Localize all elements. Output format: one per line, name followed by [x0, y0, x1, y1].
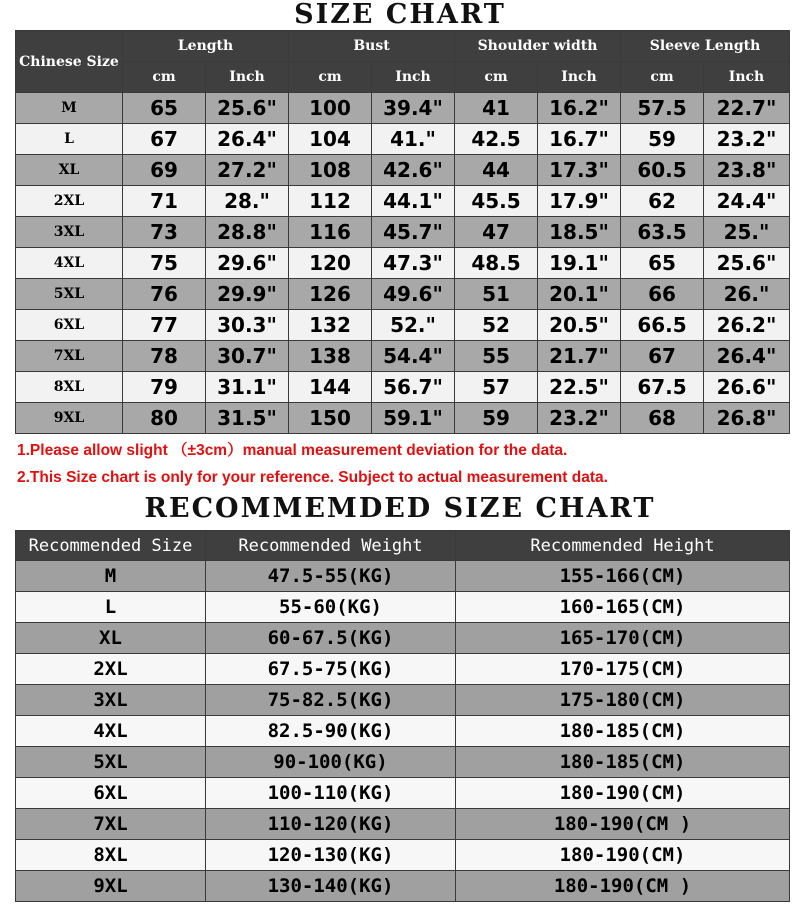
recommended-height-cell: 170-175(CM) — [456, 654, 790, 685]
recommended-size-cell: 9XL — [16, 871, 206, 902]
measurement-cell: 29.9" — [206, 279, 289, 310]
measurement-cell: 112 — [289, 186, 372, 217]
recommended-weight-cell: 100-110(KG) — [206, 778, 456, 809]
measurement-cell: 42.6" — [372, 155, 455, 186]
sleeve-length-header: Sleeve Length — [621, 31, 790, 62]
measurement-cell: 25.6" — [206, 93, 289, 124]
measurement-cell: 28.8" — [206, 217, 289, 248]
measurement-cell: 23.2" — [538, 403, 621, 434]
measurement-cell: 71 — [123, 186, 206, 217]
unit-header: cm — [123, 62, 206, 93]
measurement-cell: 116 — [289, 217, 372, 248]
measurement-cell: 26.8" — [704, 403, 790, 434]
measurement-cell: 47 — [455, 217, 538, 248]
recommended-weight-cell: 60-67.5(KG) — [206, 623, 456, 654]
measurement-cell: 48.5 — [455, 248, 538, 279]
size-label-cell: L — [16, 124, 123, 155]
recommended-weight-cell: 90-100(KG) — [206, 747, 456, 778]
measurement-cell: 25." — [704, 217, 790, 248]
recommended-weight-cell: 120-130(KG) — [206, 840, 456, 871]
measurement-cell: 25.6" — [704, 248, 790, 279]
measurement-cell: 42.5 — [455, 124, 538, 155]
recommended-row — [16, 623, 790, 654]
recommended-weight-cell: 67.5-75(KG) — [206, 654, 456, 685]
recommended-height-cell: 180-190(CM) — [456, 778, 790, 809]
measurement-cell: 45.5 — [455, 186, 538, 217]
unit-header: cm — [289, 62, 372, 93]
recommended-weight-cell: 130-140(KG) — [206, 871, 456, 902]
bust-header: Bust — [289, 31, 455, 62]
size-row — [16, 403, 790, 434]
recommended-height-cell: 180-190(CM ) — [456, 809, 790, 840]
size-row — [16, 310, 790, 341]
measurement-cell: 63.5 — [621, 217, 704, 248]
measurement-cell: 55 — [455, 341, 538, 372]
recommended-height-cell: 175-180(CM) — [456, 685, 790, 716]
measurement-cell: 30.3" — [206, 310, 289, 341]
measurement-cell: 144 — [289, 372, 372, 403]
measurement-cell: 138 — [289, 341, 372, 372]
measurement-cell: 17.3" — [538, 155, 621, 186]
measurement-cell: 26.4" — [704, 341, 790, 372]
measurement-cell: 59.1" — [372, 403, 455, 434]
measurement-cell: 19.1" — [538, 248, 621, 279]
measurement-cell: 75 — [123, 248, 206, 279]
measurement-cell: 26.2" — [704, 310, 790, 341]
recommended-row — [16, 809, 790, 840]
size-chart-title: SIZE CHART — [294, 0, 506, 30]
note-reference-only: 2.This Size chart is only for your reference. Subject to actual measurement data. — [17, 469, 608, 486]
recommended-height-cell: 160-165(CM) — [456, 592, 790, 623]
measurement-cell: 132 — [289, 310, 372, 341]
measurement-cell: 45.7" — [372, 217, 455, 248]
measurement-cell: 59 — [621, 124, 704, 155]
measurement-cell: 24.4" — [704, 186, 790, 217]
unit-header: Inch — [704, 62, 790, 93]
recommended-height-cell: 180-190(CM) — [456, 840, 790, 871]
recommended-row — [16, 778, 790, 809]
size-label-cell: 8XL — [16, 372, 123, 403]
unit-header: Inch — [538, 62, 621, 93]
size-label-cell: M — [16, 93, 123, 124]
measurement-cell: 16.2" — [538, 93, 621, 124]
measurement-cell: 26.6" — [704, 372, 790, 403]
recommended-row — [16, 592, 790, 623]
size-row — [16, 372, 790, 403]
measurement-cell: 44 — [455, 155, 538, 186]
measurement-cell: 65 — [123, 93, 206, 124]
recommended-size-cell: 8XL — [16, 840, 206, 871]
recommended-weight-cell: 55-60(KG) — [206, 592, 456, 623]
recommended-row — [16, 561, 790, 592]
recommended-height-cell: 180-185(CM) — [456, 747, 790, 778]
recommended-size-cell: L — [16, 592, 206, 623]
measurement-cell: 65 — [621, 248, 704, 279]
measurement-cell: 39.4" — [372, 93, 455, 124]
recommended-row — [16, 716, 790, 747]
recommended-size-cell: 6XL — [16, 778, 206, 809]
recommended-size-header: Recommended Size — [16, 531, 206, 561]
measurement-cell: 22.5" — [538, 372, 621, 403]
measurement-cell: 18.5" — [538, 217, 621, 248]
recommended-weight-cell: 75-82.5(KG) — [206, 685, 456, 716]
measurement-cell: 31.1" — [206, 372, 289, 403]
size-label-cell: 9XL — [16, 403, 123, 434]
recommended-size-cell: 7XL — [16, 809, 206, 840]
measurement-cell: 27.2" — [206, 155, 289, 186]
size-label-cell: 3XL — [16, 217, 123, 248]
recommended-row — [16, 685, 790, 716]
measurement-cell: 41." — [372, 124, 455, 155]
measurement-cell: 56.7" — [372, 372, 455, 403]
recommended-size-cell: 3XL — [16, 685, 206, 716]
recommended-chart-title: RECOMMEMDED SIZE CHART — [144, 493, 656, 524]
recommended-height-cell: 155-166(CM) — [456, 561, 790, 592]
recommended-row — [16, 747, 790, 778]
size-label-cell: 5XL — [16, 279, 123, 310]
size-chart-table — [15, 30, 790, 434]
recommended-height-cell: 180-185(CM) — [456, 716, 790, 747]
measurement-cell: 67 — [621, 341, 704, 372]
recommended-size-cell: 5XL — [16, 747, 206, 778]
measurement-cell: 54.4" — [372, 341, 455, 372]
recommended-weight-cell: 82.5-90(KG) — [206, 716, 456, 747]
length-header: Length — [123, 31, 289, 62]
measurement-cell: 49.6" — [372, 279, 455, 310]
recommended-size-table — [15, 530, 790, 902]
recommended-row — [16, 654, 790, 685]
measurement-cell: 47.3" — [372, 248, 455, 279]
measurement-cell: 26.4" — [206, 124, 289, 155]
size-label-cell: 4XL — [16, 248, 123, 279]
unit-header: Inch — [206, 62, 289, 93]
measurement-cell: 79 — [123, 372, 206, 403]
measurement-cell: 31.5" — [206, 403, 289, 434]
measurement-cell: 17.9" — [538, 186, 621, 217]
measurement-cell: 60.5 — [621, 155, 704, 186]
measurement-cell: 150 — [289, 403, 372, 434]
measurement-cell: 52 — [455, 310, 538, 341]
size-label-cell: 7XL — [16, 341, 123, 372]
measurement-cell: 62 — [621, 186, 704, 217]
recommended-row — [16, 840, 790, 871]
measurement-cell: 29.6" — [206, 248, 289, 279]
recommended-height-cell: 180-190(CM ) — [456, 871, 790, 902]
recommended-weight-cell: 110-120(KG) — [206, 809, 456, 840]
measurement-cell: 41 — [455, 93, 538, 124]
measurement-cell: 26." — [704, 279, 790, 310]
measurement-cell: 104 — [289, 124, 372, 155]
measurement-cell: 20.5" — [538, 310, 621, 341]
size-chart-body — [16, 93, 790, 434]
size-row — [16, 186, 790, 217]
measurement-cell: 28." — [206, 186, 289, 217]
measurement-cell: 78 — [123, 341, 206, 372]
recommended-height-cell: 165-170(CM) — [456, 623, 790, 654]
chinese-size-header: Chinese Size — [16, 31, 123, 93]
recommended-size-cell: 4XL — [16, 716, 206, 747]
recommended-size-cell: XL — [16, 623, 206, 654]
recommended-size-cell: 2XL — [16, 654, 206, 685]
measurement-cell: 66.5 — [621, 310, 704, 341]
size-label-cell: 2XL — [16, 186, 123, 217]
measurement-cell: 16.7" — [538, 124, 621, 155]
recommended-chart-body — [16, 561, 790, 902]
measurement-cell: 52." — [372, 310, 455, 341]
measurement-cell: 22.7" — [704, 93, 790, 124]
measurement-cell: 68 — [621, 403, 704, 434]
size-row — [16, 155, 790, 186]
measurement-cell: 80 — [123, 403, 206, 434]
recommended-size-cell: M — [16, 561, 206, 592]
size-row — [16, 124, 790, 155]
measurement-cell: 57.5 — [621, 93, 704, 124]
measurement-cell: 20.1" — [538, 279, 621, 310]
measurement-cell: 59 — [455, 403, 538, 434]
size-label-cell: XL — [16, 155, 123, 186]
measurement-cell: 120 — [289, 248, 372, 279]
measurement-cell: 67.5 — [621, 372, 704, 403]
size-row — [16, 217, 790, 248]
unit-header: Inch — [372, 62, 455, 93]
measurement-cell: 23.8" — [704, 155, 790, 186]
measurement-cell: 76 — [123, 279, 206, 310]
measurement-cell: 44.1" — [372, 186, 455, 217]
recommended-row — [16, 871, 790, 902]
size-row — [16, 248, 790, 279]
unit-header: cm — [455, 62, 538, 93]
measurement-cell: 73 — [123, 217, 206, 248]
recommended-weight-cell: 47.5-55(KG) — [206, 561, 456, 592]
shoulder-width-header: Shoulder width — [455, 31, 621, 62]
size-row — [16, 341, 790, 372]
size-label-cell: 6XL — [16, 310, 123, 341]
recommended-weight-header: Recommended Weight — [206, 531, 456, 561]
size-row — [16, 93, 790, 124]
measurement-cell: 100 — [289, 93, 372, 124]
recommended-height-header: Recommended Height — [456, 531, 790, 561]
measurement-cell: 126 — [289, 279, 372, 310]
note-measurement-deviation: 1.Please allow slight （±3cm）manual measurement deviation for the data. — [17, 442, 568, 459]
measurement-cell: 30.7" — [206, 341, 289, 372]
measurement-cell: 23.2" — [704, 124, 790, 155]
measurement-cell: 108 — [289, 155, 372, 186]
measurement-cell: 69 — [123, 155, 206, 186]
measurement-cell: 21.7" — [538, 341, 621, 372]
measurement-cell: 57 — [455, 372, 538, 403]
unit-header: cm — [621, 62, 704, 93]
measurement-cell: 66 — [621, 279, 704, 310]
measurement-cell: 51 — [455, 279, 538, 310]
measurement-cell: 67 — [123, 124, 206, 155]
measurement-cell: 77 — [123, 310, 206, 341]
size-row — [16, 279, 790, 310]
